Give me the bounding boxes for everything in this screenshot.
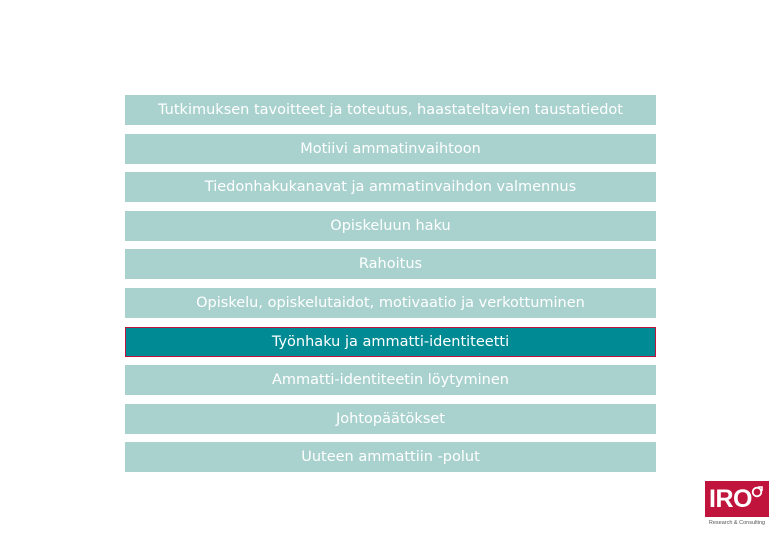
agenda-item-opiskeluun-haku[interactable]: Opiskeluun haku [125, 211, 656, 241]
agenda-item-rahoitus[interactable]: Rahoitus [125, 249, 656, 279]
arrow-circle-icon [751, 486, 763, 498]
agenda-item-johtopaatokset[interactable]: Johtopäätökset [125, 404, 656, 434]
agenda-item-tiedonhakukanavat[interactable]: Tiedonhakukanavat ja ammatinvaihdon valmennus [125, 172, 656, 202]
iro-logo-box [705, 481, 769, 517]
logo-text: IRO [709, 485, 752, 513]
agenda-list [125, 95, 656, 481]
agenda-item-tutkimuksen-tavoitteet[interactable]: Tutkimuksen tavoitteet ja toteutus, haastateltavien taustatiedot [125, 95, 656, 125]
agenda-item-opiskelu[interactable]: Opiskelu, opiskelutaidot, motivaatio ja verkottuminen [125, 288, 656, 318]
iro-logo [705, 481, 769, 526]
agenda-item-tyonhaku-active[interactable]: Työnhaku ja ammatti-identiteetti [125, 327, 656, 357]
agenda-item-ammatti-identiteetin-loytyminen[interactable]: Ammatti-identiteetin löytyminen [125, 365, 656, 395]
agenda-item-motiivi[interactable]: Motiivi ammatinvaihtoon [125, 134, 656, 164]
logo-subtitle: Research & Consulting [708, 520, 766, 526]
agenda-item-uuteen-ammattiin[interactable]: Uuteen ammattiin -polut [125, 442, 656, 472]
